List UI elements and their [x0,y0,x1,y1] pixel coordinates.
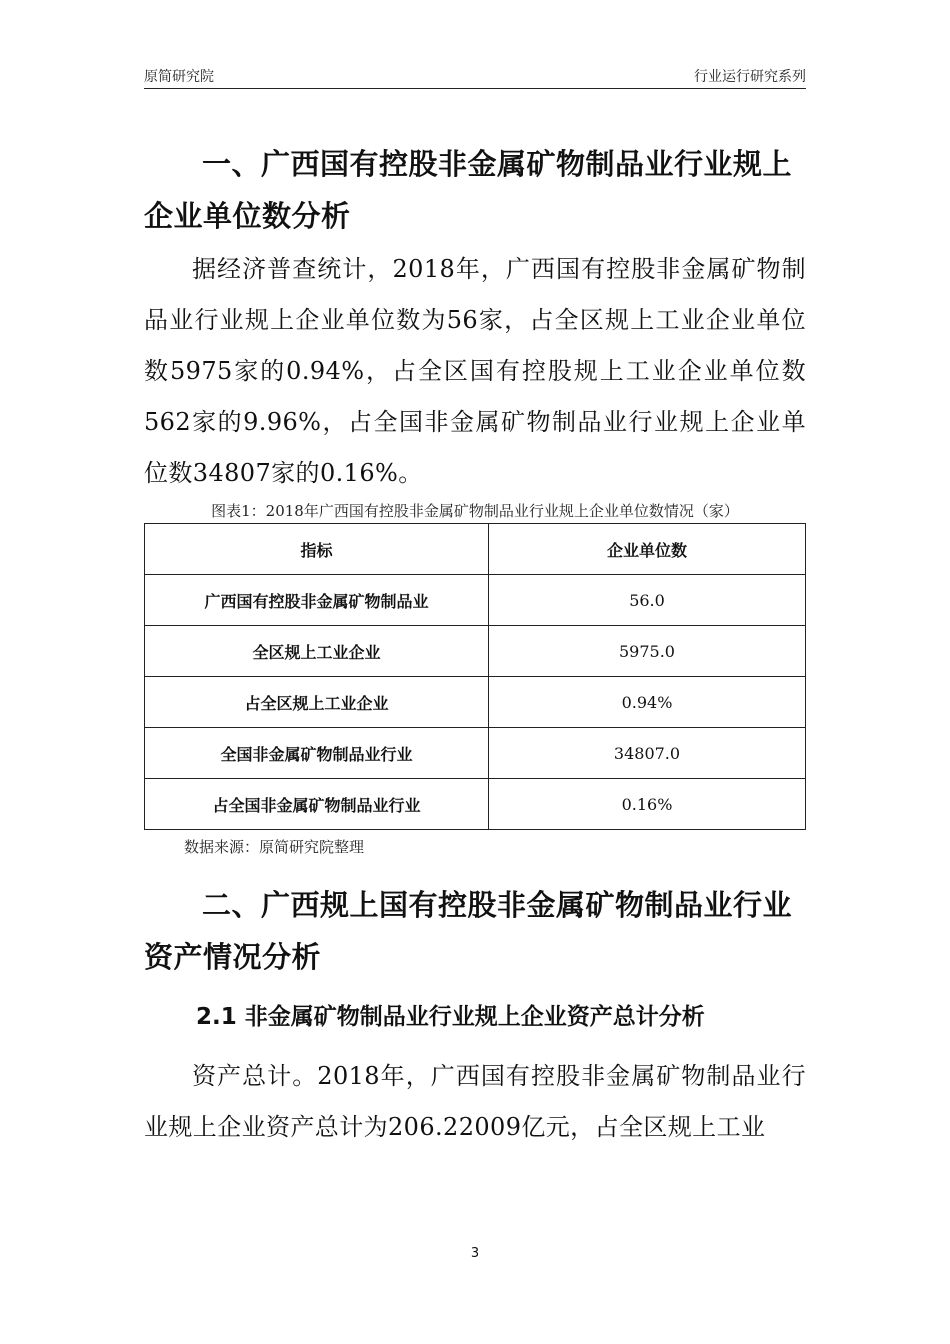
page-content [144,138,806,1153]
table-header-count: 企业单位数 [489,524,806,575]
table-row [145,575,806,626]
table-cell-value: 5975.0 [489,626,806,677]
table-cell-value: 0.94% [489,677,806,728]
header-divider [144,88,806,89]
table-header-row [145,524,806,575]
table-cell-label: 占全国非金属矿物制品业行业 [145,779,489,830]
table-cell-label: 全国非金属矿物制品业行业 [145,728,489,779]
page-number: 3 [470,1246,480,1261]
table-cell-value: 34807.0 [489,728,806,779]
table-cell-value: 56.0 [489,575,806,626]
table-row [145,677,806,728]
section-2-1-subtitle: 2.1 非金属矿物制品业行业规上企业资产总计分析 [196,1004,705,1030]
section-2-paragraph: 资产总计。2018年，广西国有控股非金属矿物制品业行业规上企业资产总计为206.22009亿元，占全区规上工业 [144,1062,806,1141]
table-row [145,728,806,779]
page-header-left: 原简研究院 [144,69,214,85]
table-cell-label: 占全区规上工业企业 [145,677,489,728]
table-row [145,626,806,677]
table-cell-label: 全区规上工业企业 [145,626,489,677]
table-cell-value: 0.16% [489,779,806,830]
table-header-indicator: 指标 [145,524,489,575]
table-row [145,779,806,830]
page-header-right: 行业运行研究系列 [694,69,806,85]
section-2-title: 二、广西规上国有控股非金属矿物制品业行业资产情况分析 [144,888,793,974]
section-1-paragraph: 据经济普查统计，2018年，广西国有控股非金属矿物制品业行业规上企业单位数为56家，占全区规上工业企业单位数5975家的0.94%，占全区国有控股规上工业企业单位数562家的9.96%，占全国非金属矿物制品业行业规上企业单位数34807家的0.16%。 [144,255,806,487]
section-1-title: 一、广西国有控股非金属矿物制品业行业规上企业单位数分析 [144,147,793,233]
table-1-source: 数据来源：原简研究院整理 [184,838,365,856]
table-1 [144,523,806,830]
table-cell-label: 广西国有控股非金属矿物制品业 [145,575,489,626]
table-1-caption: 图表1：2018年广西国有控股非金属矿物制品业行业规上企业单位数情况（家） [211,502,739,520]
